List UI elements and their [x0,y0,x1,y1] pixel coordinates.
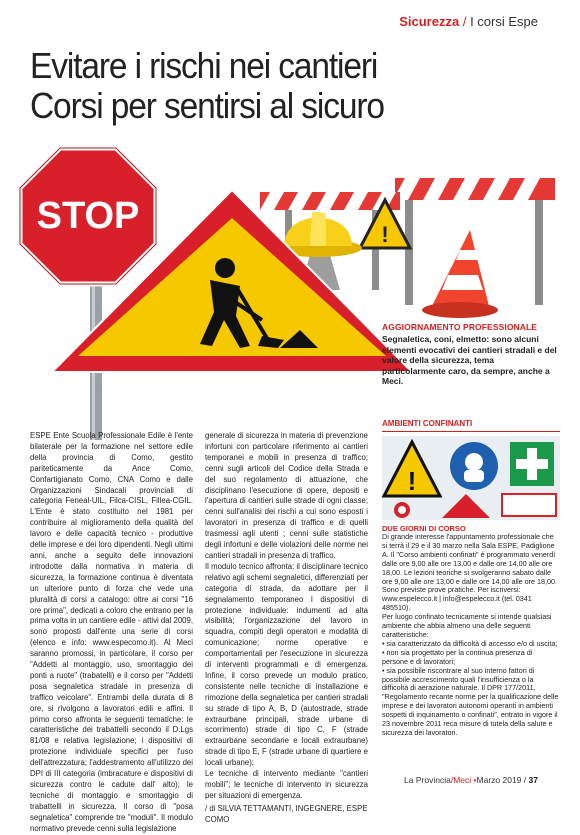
caption-title: AGGIORNAMENTO PROFESSIONALE [382,322,538,332]
publication-name: La Provincia [404,775,451,785]
headline-line-1: Evitare i rischi nei cantieri [30,45,378,86]
sidebar-paragraph: Per luogo confinato tecnicamente si intende qualsiasi ambiente che abbia almeno una delle seguenti caratteristiche: [382,612,552,639]
page-title [30,46,550,126]
section-name: Sicurezza [399,14,460,29]
issue-date: Marzo 2019 [476,775,522,785]
sidebar-list-item: • sia possibile riscontrare al suo interno fattori di possibile accrescimento quali l'insufficienza o la difficoltà di aerazione naturale. Il DPR 177/2011, "Regolamento recante norme per la qualificazione delle imprese e dei lavoratori autonomi operanti in ambienti sospetti di inquinamento o confinati", entrato in vigore il 23 novembre 2011 reca misure di tutela della salute e sicurezza dei lavoratori. [382,665,559,737]
sidebar-paragraph: Di grande interesse l'appuntamento professionale che si terrà il 29 e il 30 marzo nella Sala ESPE, Padiglione A. Il "Corso ambienti confinati" è programmato venerdì dalle ore 9,00 alle ore 13,00 e dalle ore 14,00 alle ore 18,00. Le lezioni teoriche si svolgeranno sabato dalle ore 9,00 alle ore 13,00 e dalle ore 14,00 alle ore 18,00. Sono previste prove pratiche. Per iscriversi: www.espelecco.it | info@espelecco.it (tel. 0341 485510). [382,532,558,613]
sidebar-list-item: • non sia progettato per la continua presenza di persone e di lavoratori; [382,647,533,666]
article-column-2 [205,431,368,826]
kicker-separator: / [462,14,467,29]
hero-illustration [0,140,580,440]
footer-separator-2: / [523,775,527,785]
svg-text:!: ! [381,222,389,247]
caption-text: Segnaletica, coni, elmetto: sono alcuni elementi evocativi dei cantieri stradali e del valore della sicurezza, tema particolarmente caro, da sempre, anche a Meci. [382,334,557,387]
article-paragraph: generale di sicurezza in materia di prevenzione infortuni con particolare riferimento ai cantieri temporanei e mobili in presenza di traffico; cenni sugli articoli del Codice della Strada e del suo regolamento di attuazione, che disciplinano l'esecuzione di opere, depositi e l'apertura di cantieri sulle strade di ogni classe; cenni sull'analisi dei rischi a cui sono esposti i lavoratori in presenza di traffico e di quelli trasmessi agli utenti ; cenni sulle statistiche degli infortuni e delle violazioni delle norme nei cantieri stradali in presenza di traffico. [205,431,368,560]
page-footer [404,775,538,785]
sidebar-text [382,533,560,738]
page-number: 37 [528,775,538,785]
headline-line-2: Corsi per sentirsi al sicuro [30,85,384,126]
article-paragraph: Il modulo tecnico affronta: il disciplinare tecnico relativo agli schemi segnaletici, differenziati per categoria di strada, da adottare per il segnalamento temporaneo l dispositivi di protezione individuale: indumenti ad alta visibilità; l'organizzazione del lavoro in squadra, compiti degli operatori e modalità di comunicazione; norme operative e comportamentali per l'esecuzione in sicurezza di interventi programmati e di emergenza. Infine, il corso prevede un modulo pratico, consistente nelle tecniche di installazione e rimozione della segnaletica per cantieri stradali su strade di tipo A, B, D (autostrade, strade extraurbane principali, strade urbane di scorrimento) strade di tipo C, F (strade extraurbane secondarie e locali extraurbane) strade di tipo E, F (strade urbane di quartiere e locali urbane); [205,561,368,768]
footer-separator: / [450,775,454,785]
author-signature: / di SILVIA TETTAMANTI, INGEGNERE, ESPE COMO [205,803,368,824]
svg-text:!: ! [407,466,417,496]
section-subtitle: I corsi Espe [470,14,538,29]
first-aid-icon [510,442,554,486]
mandatory-mask-icon [450,442,498,490]
stop-sign-text: STOP [36,195,140,237]
stop-sign-icon [20,148,156,284]
sidebar-title: AMBIENTI CONFINANTI [382,419,560,432]
section-kicker [399,14,538,29]
article-paragraph: ESPE Ente Scuola Professionale Edile è l'ente bilaterale per la formazione nel settore edile della provincia di Como, gestito pariteticamente da Ance Como, Confartigianato Como, CNA Como e dalle Organizzazioni Sindacali provinciali di categoria Feneal-UIL, Filca-CISL, Fillea-CGIL. L'Ente è stato costituito nel 1981 per contribuire al miglioramento della qualità del lavoro e delle capacità tecnico - produttive delle imprese e dei loro dipendenti. Negli ultimi anni, anche a seguito delle innovazioni introdotte dalla normativa in materia di sicurezza, la formazione continua è diventata un ulteriore punto di forza che vede una pluralità di corsi a catalogo: oltre ai corsi "16 ore prima", dedicati a coloro che entrano per la prima volta in un cantiere edile - attivi dal 2009, sono proposti dall'ente una serie di corsi (elenco e info: www.especomo.it). Al Meci saranno promossi, in particolare, il corso per "Addetti al montaggio, uso, smontaggio dei ponti a ruote" (trabatelli) e il corso per "Addetti posa segnaletica stradale in presenza di traffico veicolare". Entrambi della durata di 8 ore, si rivolgono a lavoratori edili e affini. Il primo corso affronta le seguenti tematiche: le caratteristiche dei trabattelli secondo il D.Lgs 81/08 e relativa legislazione; i dispositivi di protezione individuale specifici per l'uso dell'attrezzatura; l'addestramento all'utilizzo dei DPI di III categoria (imbracature e dispositivi di sicurezza contro le cadute dall' alto); le tecniche di montaggio e smontaggio di trabattelli in sicurezza. Il corso di "posa segnaletica" comprende tre "moduli". Il modulo normativo prevede cenni sulla legislazione [30,431,193,833]
footer-bullet: • [473,775,477,785]
edition-name: Meci [453,775,472,785]
sidebar-list-item: • sia caratterizzato da difficoltà di accesso e/o di uscita; [382,638,558,648]
sidebar-box [382,419,560,738]
photo-caption [382,322,560,387]
sidebar-subtitle: DUE GIORNI DI CORSO [382,524,466,533]
article-paragraph: Le tecniche di intervento mediante "cantieri mobili"; le tecniche di intervento in sicurezza per situazioni di emergenza. [205,769,368,800]
safety-signs-image [382,436,560,520]
traffic-cone-icon [422,230,498,318]
article-column-1 [30,431,193,835]
